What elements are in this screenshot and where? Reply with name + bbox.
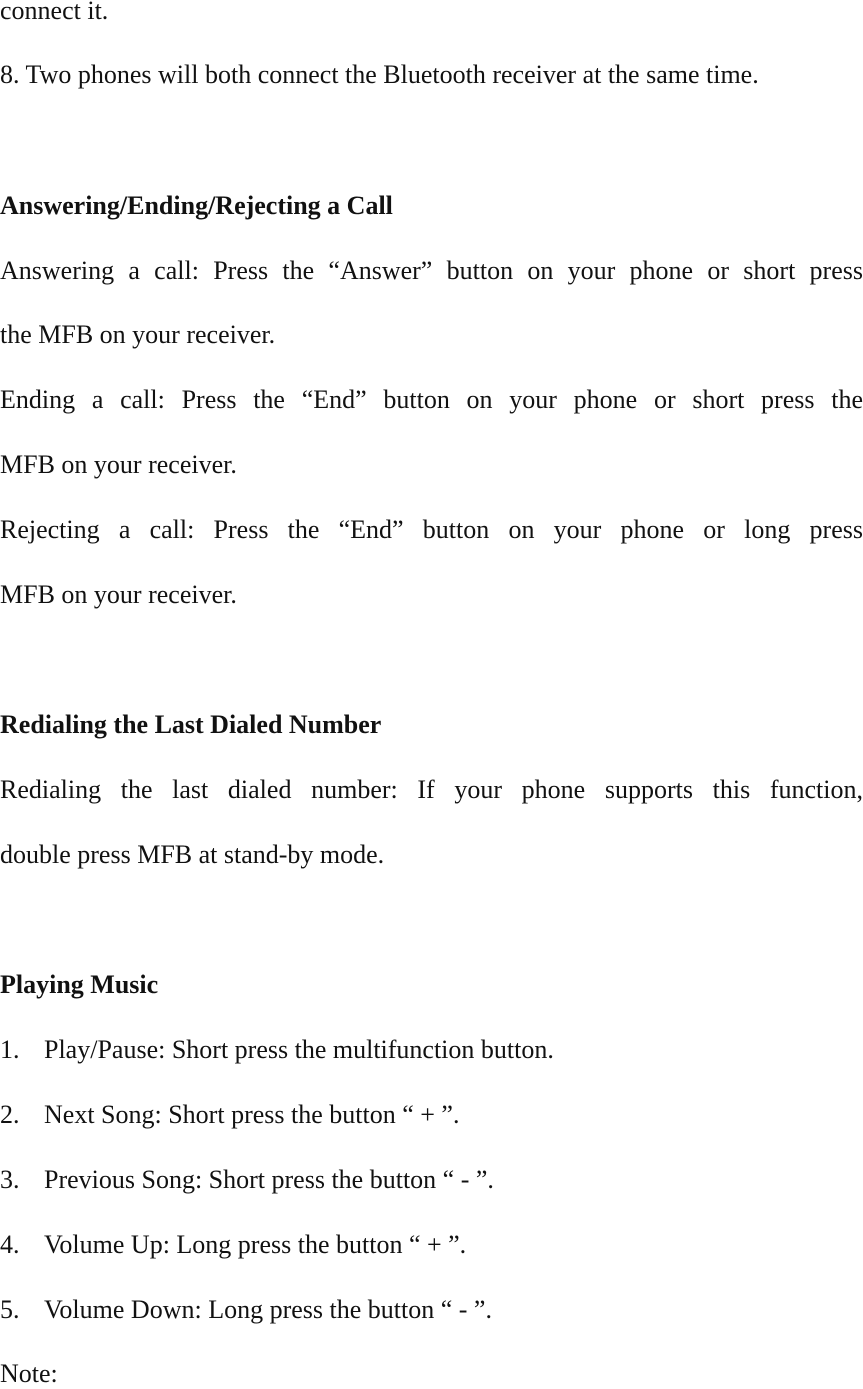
reject-call-text: MFB on your receiver. [0, 580, 237, 609]
list-item [0, 1100, 863, 1130]
list-item-text: Volume Up: Long press the button “ + ”. [44, 1230, 467, 1259]
redial-text: Redialing the last dialed number: If your phone supports this function, [0, 775, 863, 804]
list-item-text: Next Song: Short press the button “ + ”. [44, 1100, 460, 1129]
list-item-number: 3. [0, 1165, 20, 1194]
intro-text-line: 8. Two phones will both connect the Bluetooth receiver at the same time. [0, 60, 759, 89]
list-item [0, 1165, 863, 1195]
note-label: Note: [0, 1359, 58, 1388]
list-item-number: 1. [0, 1035, 20, 1064]
list-item-text: Volume Down: Long press the button “ - ”. [44, 1295, 492, 1324]
list-item-number: 4. [0, 1230, 20, 1259]
redial-text: double press MFB at stand-by mode. [0, 840, 385, 869]
list-item-number: 2. [0, 1100, 20, 1129]
list-item [0, 1230, 863, 1260]
list-item [0, 1035, 863, 1065]
list-item-text: Play/Pause: Short press the multifunction button. [44, 1035, 554, 1064]
end-call-text: MFB on your receiver. [0, 450, 237, 479]
section-heading-redial: Redialing the Last Dialed Number [0, 710, 382, 739]
list-item-text: Previous Song: Short press the button “ - ”. [44, 1165, 494, 1194]
answer-call-text: the MFB on your receiver. [0, 320, 276, 349]
intro-text-line: connect it. [0, 0, 109, 25]
reject-call-text: Rejecting a call: Press the “End” button on your phone or long press [0, 515, 863, 544]
answer-call-text: Answering a call: Press the “Answer” button on your phone or short press [0, 256, 863, 285]
end-call-text: Ending a call: Press the “End” button on your phone or short press the [0, 385, 863, 414]
list-item [0, 1295, 863, 1325]
list-item-number: 5. [0, 1295, 20, 1324]
section-heading-call: Answering/Ending/Rejecting a Call [0, 191, 393, 220]
section-heading-music: Playing Music [0, 970, 159, 999]
